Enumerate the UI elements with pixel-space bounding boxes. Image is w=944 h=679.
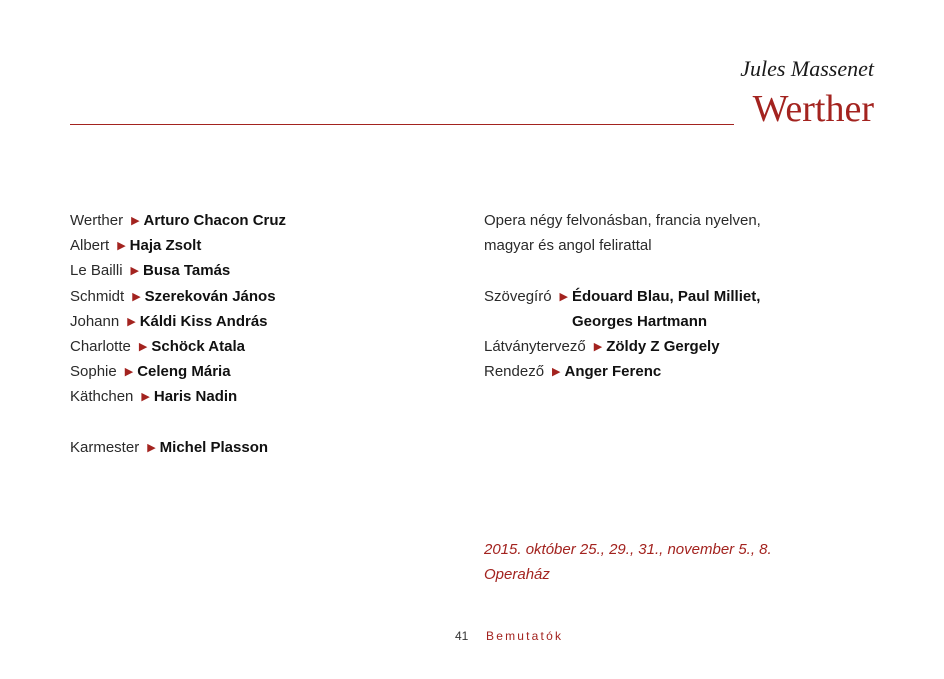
- arrow-icon: ▶: [132, 290, 141, 303]
- creative-row: [484, 284, 884, 334]
- performer-name: Haris Nadin: [153, 388, 238, 406]
- creator-name: Georges Hartmann: [572, 312, 708, 330]
- cast-row: [70, 334, 450, 359]
- page-footer: [0, 626, 944, 646]
- role-label: Werther: [70, 212, 124, 229]
- creator-name: Anger Ferenc: [564, 363, 662, 381]
- role-label: Le Bailli: [70, 262, 123, 280]
- cast-row: [70, 309, 450, 334]
- role-label: Schmidt: [70, 287, 125, 305]
- creative-row: [484, 359, 884, 384]
- performance-dates: 2015. október 25., 29., 31., november 5., 8.: [484, 541, 772, 558]
- creative-row: [484, 334, 884, 359]
- arrow-icon: ▶: [124, 366, 134, 379]
- arrow-icon: ▶: [130, 265, 139, 278]
- composer-name: Jules Massenet: [740, 56, 874, 81]
- arrow-icon: ▶: [138, 340, 148, 353]
- role-label: Sophie: [70, 363, 117, 381]
- performer-name: Arturo Chacon Cruz: [143, 212, 287, 229]
- performer-name: Szerekován János: [144, 287, 276, 305]
- production-info: [484, 208, 884, 384]
- arrow-icon: ▶: [131, 215, 140, 227]
- cast-row: [70, 258, 450, 283]
- arrow-icon: ▶: [559, 290, 569, 303]
- page-number: 41: [455, 629, 469, 643]
- performance-info: [484, 537, 884, 587]
- spacer: [70, 410, 450, 435]
- performer-name: Busa Tamás: [143, 262, 231, 280]
- performer-name: Haja Zsolt: [129, 237, 202, 255]
- section-name: Bemutatók: [486, 629, 564, 643]
- role-label: Karmester: [70, 438, 140, 456]
- arrow-icon: ▶: [147, 441, 156, 454]
- description-line: magyar és angol felirattal: [484, 237, 652, 255]
- opera-title: Werther: [752, 88, 874, 130]
- performer-name: Káldi Kiss András: [139, 312, 268, 330]
- role-label: Albert: [70, 237, 110, 255]
- arrow-icon: ▶: [552, 366, 561, 379]
- arrow-icon: ▶: [127, 315, 136, 328]
- cast-row: [70, 359, 450, 384]
- role-label: Látványtervező: [484, 337, 586, 355]
- performer-name: Celeng Mária: [137, 363, 231, 381]
- cast-list: [70, 208, 450, 460]
- creator-name: Édouard Blau, Paul Milliet,: [572, 287, 761, 305]
- cast-row: [70, 384, 450, 409]
- performer-name: Schöck Atala: [151, 337, 245, 355]
- creator-name: Zöldy Z Gergely: [606, 337, 720, 355]
- arrow-icon: ▶: [593, 340, 603, 353]
- role-label: Rendező: [484, 363, 545, 381]
- role-label: Johann: [70, 312, 120, 330]
- title-rule: [70, 124, 734, 125]
- conductor-name: Michel Plasson: [159, 438, 269, 456]
- cast-row: [70, 284, 450, 309]
- conductor-row: [70, 435, 450, 460]
- cast-row: [70, 208, 450, 233]
- arrow-icon: ▶: [117, 240, 126, 253]
- description-line: Opera négy felvonásban, francia nyelven,: [484, 212, 761, 229]
- role-label: Charlotte: [70, 337, 131, 355]
- arrow-icon: ▶: [141, 391, 150, 404]
- spacer: [484, 258, 884, 283]
- cast-row: [70, 233, 450, 258]
- role-label: Käthchen: [70, 388, 134, 406]
- role-label: Szövegíró: [484, 287, 552, 305]
- performance-venue: Operaház: [484, 566, 550, 584]
